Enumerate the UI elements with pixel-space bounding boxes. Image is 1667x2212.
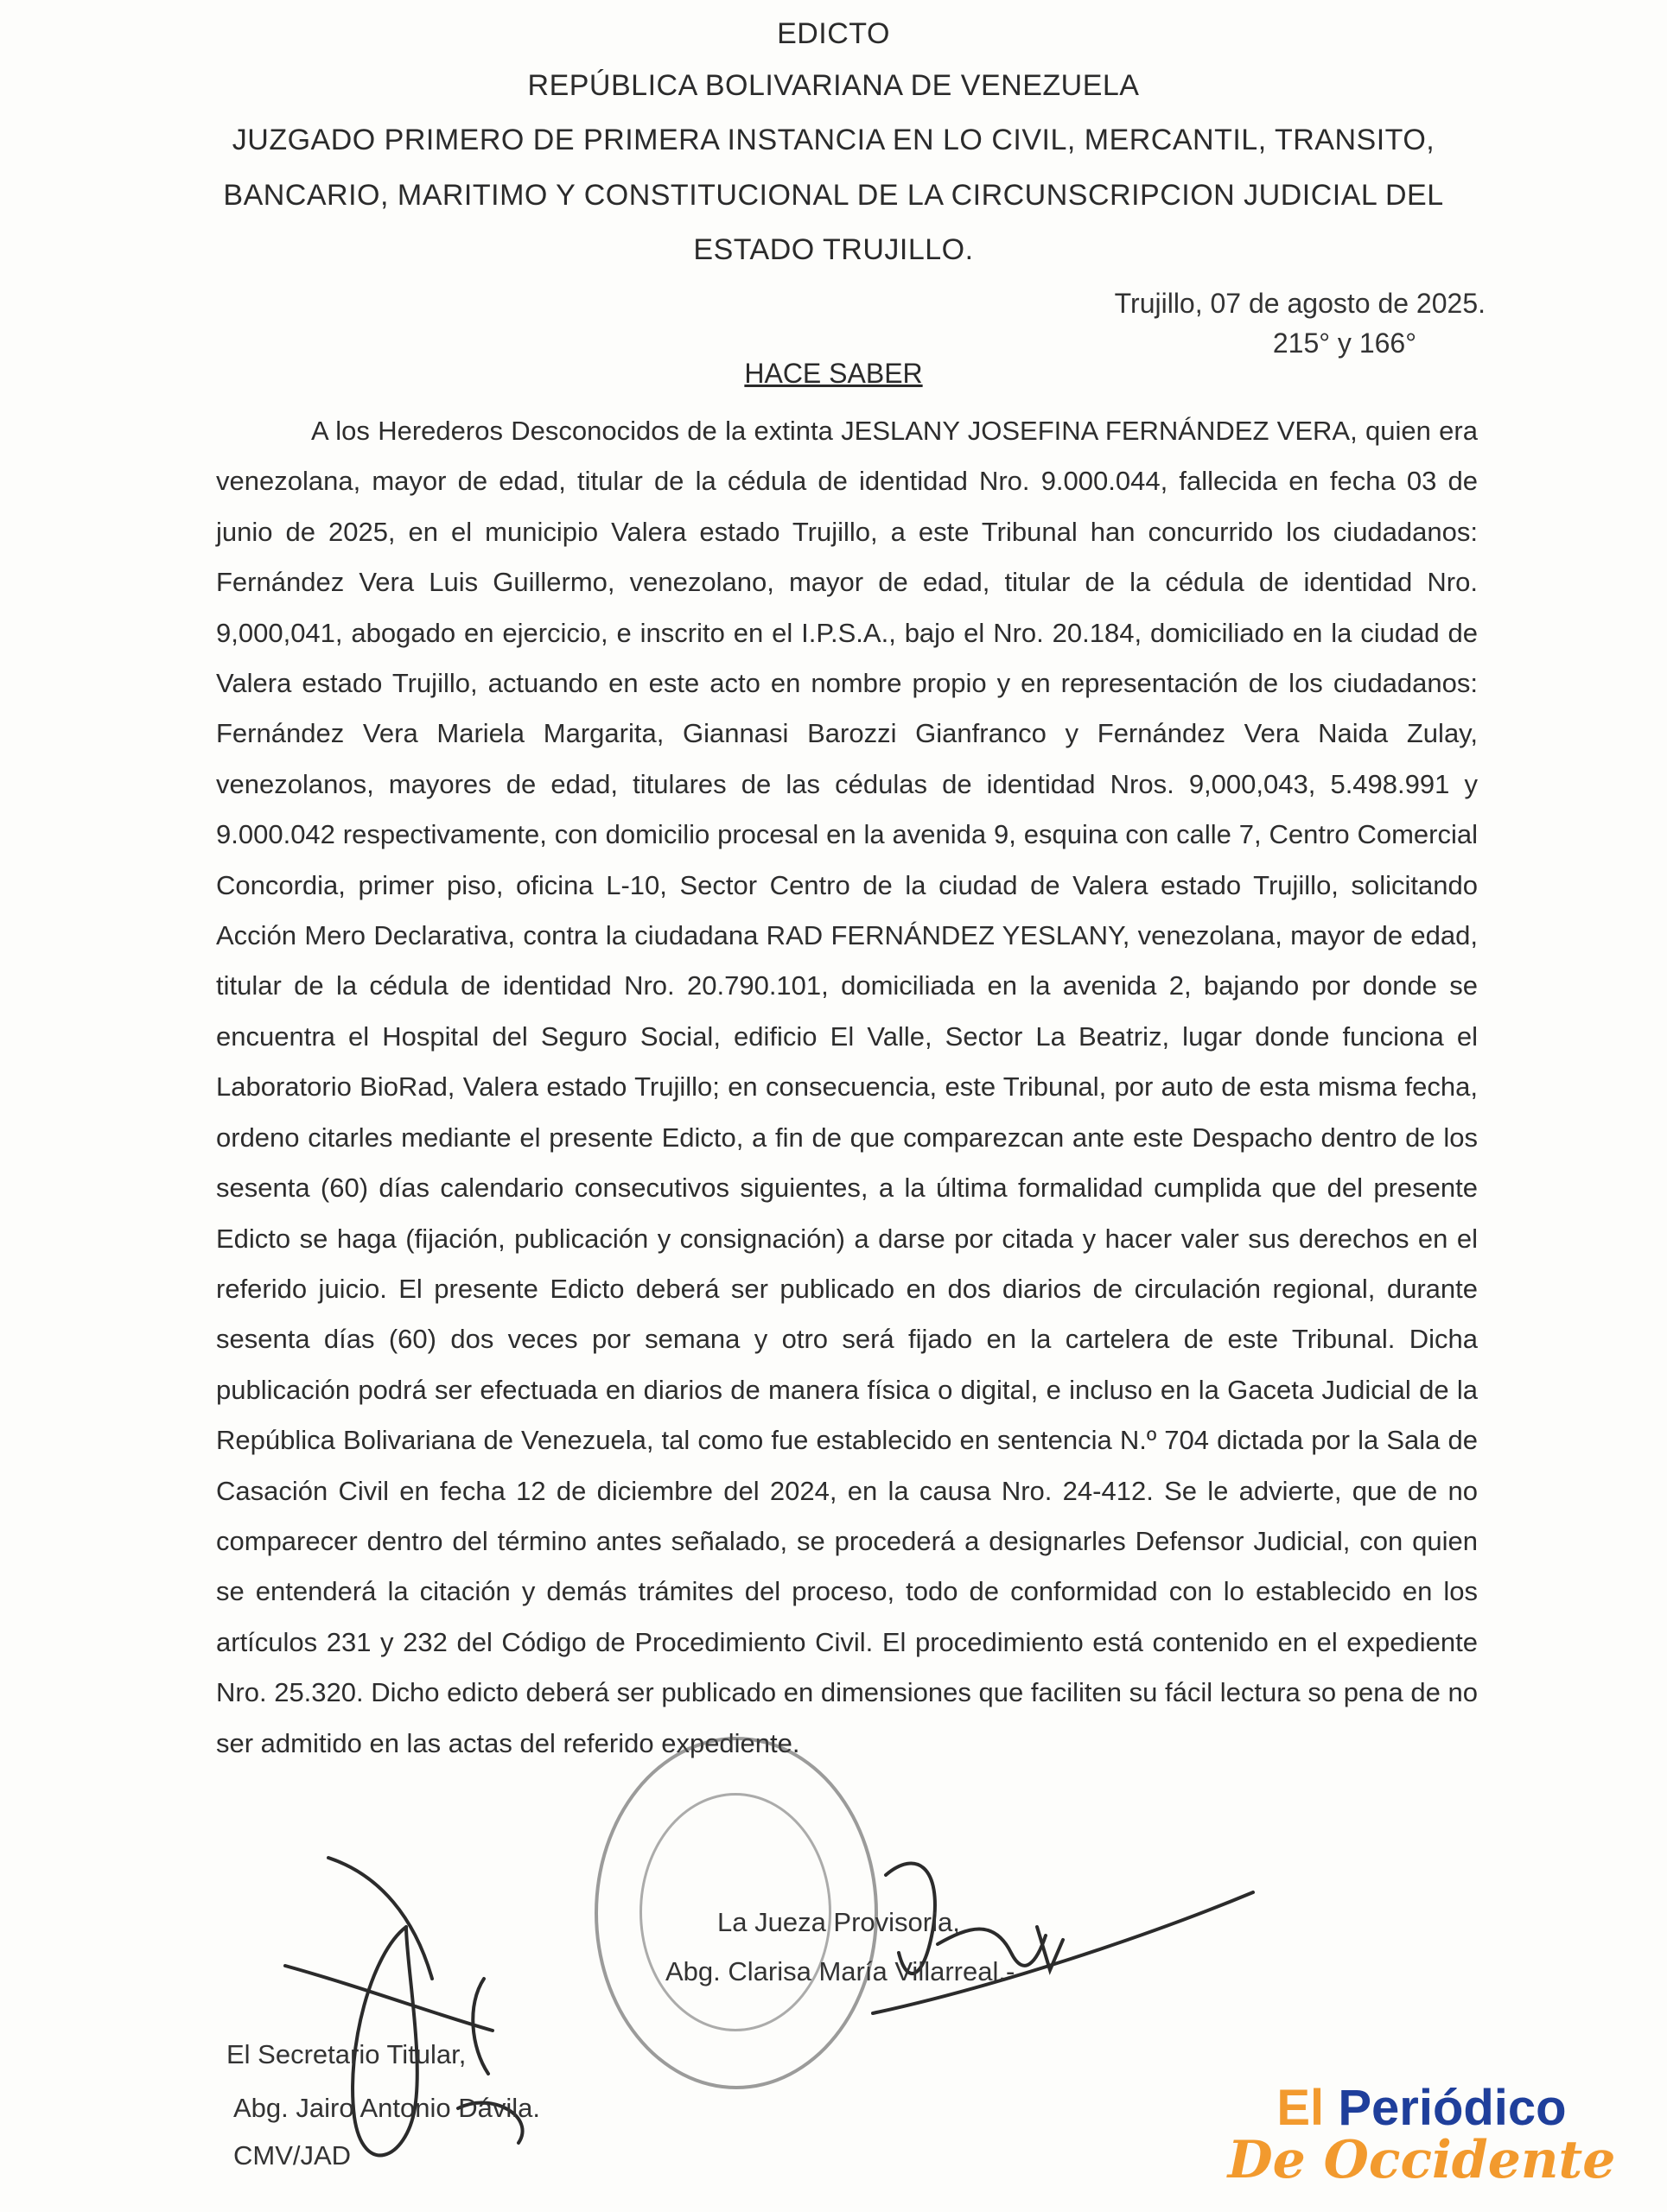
document-initials: CMV/JAD xyxy=(233,2140,352,2171)
court-line-2: BANCARIO, MARITIMO Y CONSTITUCIONAL DE LA CIRCUNSCRIPCION JUDICIAL DEL xyxy=(223,179,1444,212)
logo-line-1 xyxy=(1206,2082,1638,2134)
independence-years: 215° y 166° xyxy=(1272,327,1416,359)
judge-signature xyxy=(873,1864,1253,2014)
secretary-title: El Secretario Titular, xyxy=(226,2039,467,2069)
court-line-1: JUZGADO PRIMERO DE PRIMERA INSTANCIA EN LO CIVIL, MERCANTIL, TRANSITO, xyxy=(232,124,1435,156)
republic-line: REPÚBLICA BOLIVARIANA DE VENEZUELA xyxy=(527,69,1140,102)
newspaper-logo xyxy=(1206,2080,1638,2190)
section-title: HACE SABER xyxy=(744,358,923,389)
logo-line-2: De Occidente xyxy=(1227,2130,1616,2190)
secretary-name: Abg. Jairo Antonio Dávila. xyxy=(233,2093,540,2123)
logo-el: El xyxy=(1276,2080,1325,2136)
logo-periodico: Periódico xyxy=(1338,2080,1567,2136)
judge-name: Abg. Clarisa María Villarreal.- xyxy=(665,1956,1015,1986)
judge-title: La Jueza Provisoria, xyxy=(717,1907,960,1937)
edict-body: A los Herederos Desconocidos de la extinta JESLANY JOSEFINA FERNÁNDEZ VERA, quien era venezolana, mayor de edad, titular de la cédula de identidad Nro. 9.000.044, fallecida en fecha 03 de junio de 2025, en el municipio Valera estado Trujillo, a este Tribunal han concurrido los ciudadanos: Fernández Vera Luis Guillermo, venezolano, mayor de edad, titular de la cédula de identidad Nro. 9,000,041, abogado en ejercicio, e inscrito en el I.P.S.A., bajo el Nro. 20.184, domiciliado en la ciudad de Valera estado Trujillo, actuando en este acto en nombre propio y en representación de los ciudadanos: Fernández Vera Mariela Margarita, Giannasi Barozzi Gianfranco y Fernández Vera Naida Zulay, venezolanos, mayores de edad, titulares de las cédulas de identidad Nros. 9,000,043, 5.498.991 y 9.000.042 respectivamente, con domicilio procesal en la avenida 9, esquina con calle 7, Centro Comercial Concordia, primer piso, oficina L-10, Sector Centro de la ciudad de Valera estado Trujillo, solicitando Acción Mero Declarativa, contra la ciudadana RAD FERNÁNDEZ YESLANY, venezolana, mayor de edad, titular de la cédula de identidad Nro. 20.790.101, domiciliada en la avenida 2, bajando por donde se encuentra el Hospital del Seguro Social, edificio El Valle, Sector La Beatriz, lugar donde funciona el Laboratorio BioRad, Valera estado Trujillo; en consecuencia, este Tribunal, por auto de esta misma fecha, ordeno citarles mediante el presente Edicto, a fin de que comparezcan ante este Despacho dentro de los sesenta (60) días calendario consecutivos siguientes, a la última formalidad cumplida que del presente Edicto se haga (fijación, publicación y consignación) a darse por citada y hacer valer sus derechos en el referido juicio. El presente Edicto deberá ser publicado en dos diarios de circulación regional, durante sesenta días (60) dos veces por semana y otro será fijado en la cartelera de este Tribunal. Dicha publicación podrá ser efectuada en diarios de manera física o digital, e incluso en la Gaceta Judicial de la República Bolivariana de Venezuela, tal como fue establecido en sentencia N.º 704 dictada por la Sala de Casación Civil en fecha 12 de diciembre del 2024, en la causa Nro. 24-412. Se le advierte, que de no comparecer dentro del término antes señalado, se procederá a designarles Defensor Judicial, con quien se entenderá la citación y demás trámites del proceso, todo de conformidad con lo establecido en los artículos 231 y 232 del Código de Procedimiento Civil. El procedimiento está contenido en el expediente Nro. 25.320. Dicho edicto deberá ser publicado en dimensiones que faciliten su fácil lectura so pena de no ser admitido en las actas del referido expediente. xyxy=(216,416,1478,1758)
edict-title: EDICTO xyxy=(777,17,890,50)
place-date: Trujillo, 07 de agosto de 2025. xyxy=(1114,288,1486,319)
court-line-3: ESTADO TRUJILLO. xyxy=(693,233,974,266)
